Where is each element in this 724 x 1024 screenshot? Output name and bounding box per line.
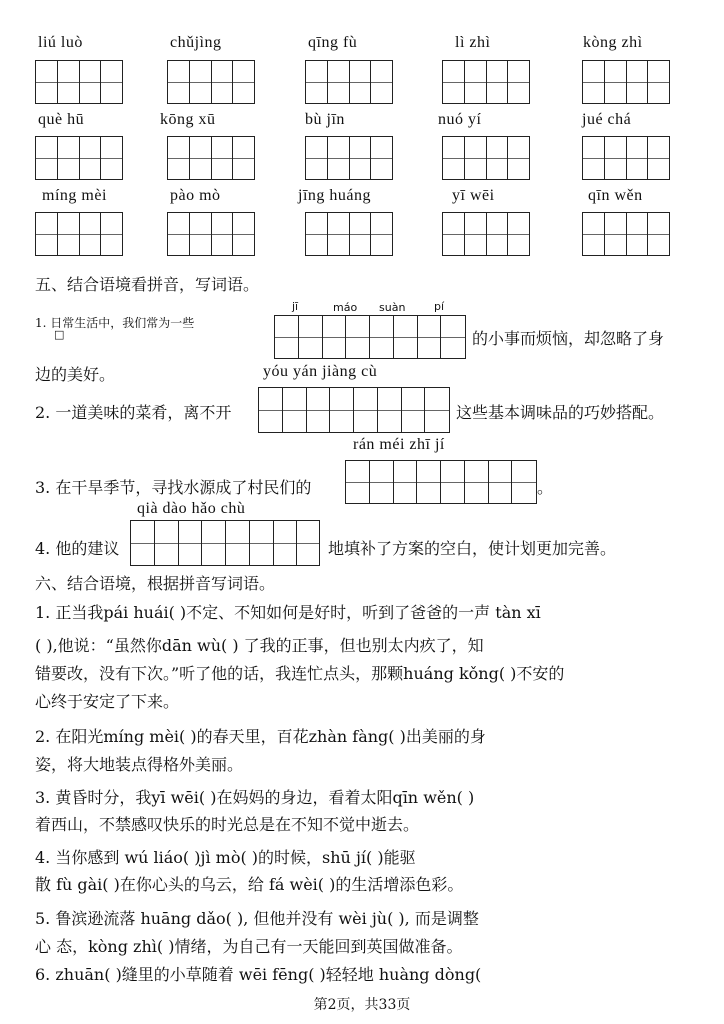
pinyin-label: yī wēi <box>452 187 495 204</box>
section-6-line: 5. 鲁滨逊流落 huāng dǎo( ), 但他并没有 wèi jù( ), 而是调整 <box>35 909 479 928</box>
section-6-line: 2. 在阳光míng mèi( )的春天里，百花zhàn fàng( )出美丽的身 <box>35 727 486 746</box>
writing-grid[interactable] <box>305 212 393 256</box>
q1-pinyin-4: pí <box>434 300 445 313</box>
q4-prefix: 4. 他的建议 <box>35 539 120 558</box>
q3-answer-grid[interactable] <box>345 460 537 504</box>
writing-grid[interactable] <box>305 136 393 180</box>
writing-grid[interactable] <box>305 60 393 104</box>
q1-answer-grid[interactable] <box>274 315 466 359</box>
q2-suffix: 这些基本调味品的巧妙搭配。 <box>456 403 665 422</box>
section-6-line: 6. zhuān( )缝里的小草随着 wēi fēng( )轻轻地 huàng dòng( <box>35 965 482 984</box>
pinyin-label: chǔjìng <box>170 34 222 51</box>
section-6-line: 心终于安定了下来。 <box>35 692 180 711</box>
pinyin-label: míng mèi <box>42 187 107 204</box>
pinyin-label: kōng xū <box>160 111 216 128</box>
q2-answer-grid[interactable] <box>258 387 450 433</box>
writing-grid[interactable] <box>35 60 123 104</box>
q3-prefix: 3. 在干旱季节，寻找水源成了村民们的 <box>35 478 312 497</box>
section-6-line: 错要改，没有下次。”听了他的话，我连忙点头，那颗huáng kǒng( )不安的 <box>35 664 565 683</box>
section-6-line: 散 fù gài( )在你心头的乌云，给 fá wèi( )的生活增添色彩。 <box>35 875 464 894</box>
q3-pinyin: rán méi zhī jí <box>353 436 445 453</box>
writing-grid[interactable] <box>167 136 255 180</box>
q1-line2: 边的美好。 <box>35 365 116 384</box>
q4-pinyin: qià dào hǎo chù <box>137 500 246 517</box>
pinyin-label: qīn wěn <box>588 187 643 204</box>
pinyin-label: liú luò <box>38 34 83 51</box>
pinyin-label: kòng zhì <box>583 34 643 51</box>
pinyin-label: lì zhì <box>455 34 491 51</box>
section-5-heading: 五、结合语境看拼音，写词语。 <box>35 275 260 294</box>
writing-grid[interactable] <box>442 136 530 180</box>
writing-grid[interactable] <box>582 136 670 180</box>
writing-grid[interactable] <box>582 60 670 104</box>
pinyin-label: nuó yí <box>438 111 482 128</box>
section-6-line: 着西山，不禁感叹快乐的时光总是在不知不觉中逝去。 <box>35 815 420 834</box>
pinyin-label: bù jīn <box>305 111 345 128</box>
q1-suffix: 的小事而烦恼，却忽略了身 <box>472 329 665 348</box>
pinyin-label: jué chá <box>582 111 632 128</box>
q1-prefix: 1. 日常生活中，我们常为一些 <box>35 316 195 330</box>
section-6-heading: 六、结合语境，根据拼音写词语。 <box>35 574 276 593</box>
writing-grid[interactable] <box>35 212 123 256</box>
section-6-line: 3. 黄昏时分，我yī wēi( )在妈妈的身边，看着太阳qīn wěn( ) <box>35 788 475 807</box>
q1-pinyin-1: jī <box>292 300 299 313</box>
q1-pinyin-3: suàn <box>379 301 406 314</box>
section-6-line: 心 态，kòng zhì( )情绪，为自己有一天能回到英国做准备。 <box>35 937 463 956</box>
section-6-line: 1. 正当我pái huái( )不定、不知如何是好时，听到了爸爸的一声 tàn xī <box>35 603 541 622</box>
q1-pinyin-2: máo <box>333 301 358 314</box>
writing-grid[interactable] <box>582 212 670 256</box>
writing-grid[interactable] <box>167 60 255 104</box>
q4-suffix: 地填补了方案的空白，使计划更加完善。 <box>328 539 617 558</box>
pinyin-label: jīng huáng <box>298 187 371 204</box>
writing-grid[interactable] <box>35 136 123 180</box>
q4-answer-grid[interactable] <box>130 520 320 566</box>
writing-grid[interactable] <box>442 60 530 104</box>
pinyin-label: pào mò <box>170 187 221 204</box>
q2-prefix: 2. 一道美味的菜肴，离不开 <box>35 403 232 422</box>
q3-suffix: 。 <box>537 478 554 497</box>
pinyin-label: qīng fù <box>308 34 358 51</box>
page-footer: 第2页，共33页 <box>313 997 411 1013</box>
pinyin-label: què hū <box>38 111 85 128</box>
section-6-line: 姿，将大地装点得格外美丽。 <box>35 755 244 774</box>
section-6-line: 4. 当你感到 wú liáo( )jì mò( )的时候，shū jí( )能驱 <box>35 848 416 867</box>
writing-grid[interactable] <box>167 212 255 256</box>
q1-box-mark: □ <box>54 328 65 341</box>
q2-pinyin: yóu yán jiàng cù <box>263 363 378 380</box>
writing-grid[interactable] <box>442 212 530 256</box>
section-6-line: ( ),他说：“虽然你dān wù( ) 了我的正事，但也别太内疚了，知 <box>35 636 484 655</box>
